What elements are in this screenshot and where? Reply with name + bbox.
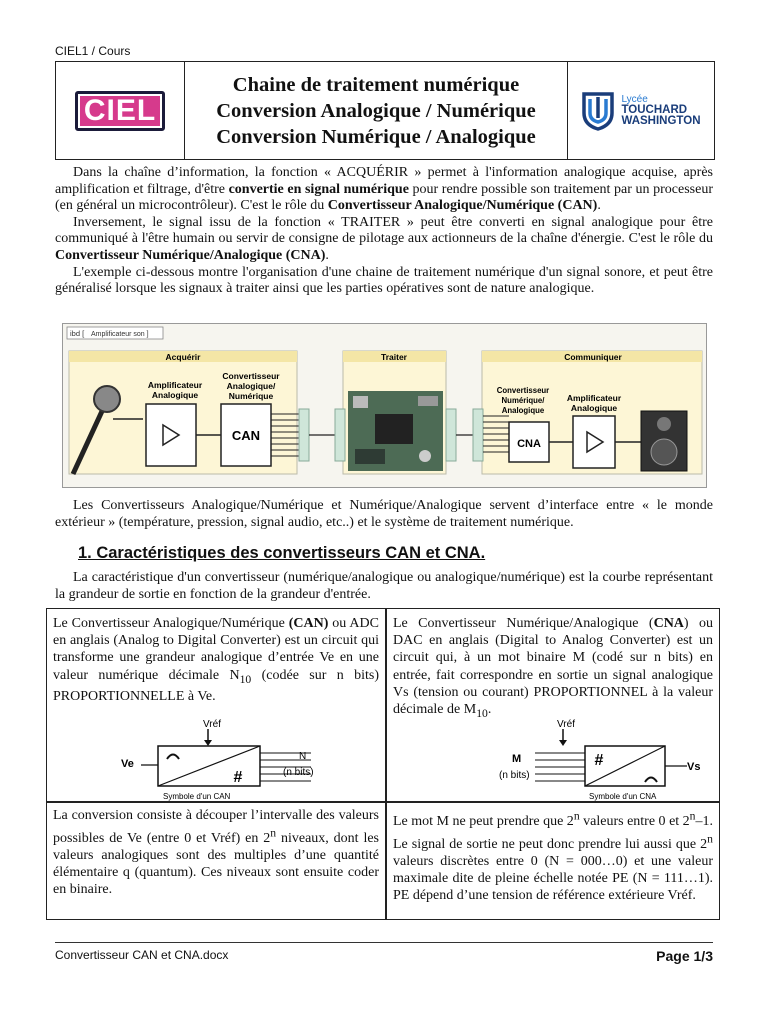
conv-na-label-2: Numérique/ bbox=[501, 396, 545, 405]
cna-m-label: M bbox=[512, 753, 522, 765]
traiter-label: Traiter bbox=[381, 352, 407, 362]
lycee-shield-icon bbox=[581, 91, 615, 131]
ibd-tab-label: ibd [ bbox=[70, 329, 85, 338]
title-box bbox=[185, 62, 568, 159]
ampli-in-label-2: Analogique bbox=[151, 390, 199, 400]
conv-na-label-3: Analogique bbox=[501, 406, 545, 415]
can-vref-label: Vréf bbox=[203, 719, 221, 730]
conv-an-label-3: Numérique bbox=[228, 391, 274, 401]
after-diagram-text bbox=[55, 498, 713, 531]
title-line-3: Conversion Numérique / Analogique bbox=[216, 125, 536, 148]
section-1-intro-paragraph: La caractéristique d'un convertisseur (numérique/analogique ou analogique/numérique) est la courbe représentant la grandeur de sortie en fonction de la grandeur d'entrée. bbox=[55, 570, 713, 602]
after-diagram-paragraph: Les Convertisseurs Analogique/Numérique et Numérique/Analogique servent d’interface entre « le monde extérieur » (température, pression, signal audio, etc..) et le système de traitement numérique. bbox=[55, 498, 713, 530]
conv-na-label-1: Convertisseur bbox=[496, 386, 550, 395]
ampli-out-label-2: Analogique bbox=[570, 403, 618, 413]
intro-paragraph-3: L'exemple ci-dessous montre l'organisation d'une chaine de traitement numérique d'un signal sonore, et peut être généralisé lorsque les signaux à traiter ainsi que les parties opératives sont de nature analogique. bbox=[55, 264, 713, 297]
can-n-label: N bbox=[299, 751, 307, 762]
cna-conversion-paragraph: Le mot M ne peut prendre que 2$^n$ valeurs entre 0 et 2$^n$–1. Le signal de sortie ne peut donc prendre lui aussi que 2$^n$ valeurs discrètes entre 0 (N = 000…0) et une valeur maximale dite de pleine échelle notée PE (N = 111…1). PE dépend d’une tension de référence extérieure Vréf. bbox=[393, 809, 713, 904]
ciel-logo: CIEL bbox=[75, 91, 165, 131]
title-line-2: Conversion Analogique / Numérique bbox=[216, 99, 536, 122]
lycee-name-2: WASHINGTON bbox=[621, 115, 701, 127]
header-box bbox=[55, 61, 715, 160]
lycee-logo-cell bbox=[568, 62, 714, 159]
title-line-1: Chaine de traitement numérique bbox=[232, 73, 520, 96]
cna-symbol-caption: Symbole d'un CNA bbox=[589, 792, 657, 801]
intro-text bbox=[55, 165, 713, 298]
footer-filename: Convertisseur CAN et CNA.docx bbox=[55, 948, 229, 962]
can-conversion-paragraph: La conversion consiste à découper l’intervalle des valeurs possibles de Ve (entre 0 et Vréf) en 2$^n$ niveaux, dont les valeurs analogiques sont des multiples d’une quantité élémentaire q (quantum). Ces niveaux sont ensuite coder en binaire. bbox=[53, 808, 380, 898]
conv-an-label-2: Analogique/ bbox=[226, 381, 276, 391]
section-1-title: 1. Caractéristiques des convertisseurs CAN et CNA. bbox=[78, 544, 486, 562]
ampli-out-block bbox=[573, 416, 615, 468]
lycee-label: Lycée bbox=[621, 94, 648, 105]
communiquer-label: Communiquer bbox=[564, 352, 622, 362]
acquerir-label: Acquérir bbox=[165, 352, 201, 362]
svg-text:#: # bbox=[233, 769, 243, 786]
can-ve-label: Ve bbox=[121, 758, 134, 770]
intro-paragraph-2: Inversement, le signal issu de la fonction « TRAITER » peut être converti en signal analogique pour être communiqué à l'être humain ou servir de consigne de pilotage aux actionneurs de la chaîne d'énergie. C'est le rôle du Convertisseur Numérique/Analogique (CNA). bbox=[55, 214, 713, 263]
ampli-in-block bbox=[146, 404, 196, 466]
can-block-label: CAN bbox=[231, 428, 261, 443]
ibd-tab-name: Amplificateur son ] bbox=[91, 331, 149, 338]
converter-table bbox=[46, 608, 720, 920]
can-symbol-caption: Symbole d'un CAN bbox=[163, 792, 231, 801]
processing-chain-diagram bbox=[62, 323, 707, 488]
lycee-name-1: TOUCHARD bbox=[621, 104, 688, 116]
speaker-icon bbox=[641, 411, 687, 471]
ampli-in-label-1: Amplificateur bbox=[147, 380, 203, 390]
cna-vref-label: Vréf bbox=[557, 719, 575, 730]
lycee-logo bbox=[581, 91, 700, 131]
can-nbits-label: (n bits) bbox=[283, 767, 314, 778]
footer bbox=[55, 942, 713, 964]
section-1-intro bbox=[55, 570, 713, 603]
can-symbol bbox=[103, 715, 353, 801]
cna-conversion-text bbox=[387, 807, 719, 904]
can-conversion-text bbox=[47, 807, 385, 899]
cna-description bbox=[387, 615, 719, 722]
cna-description-text: Le Convertisseur Numérique/Analogique (CNA) ou DAC en anglais (Digital to Analog Converter) est un circuit qui, à un mot binaire M (codé sur n bits) en entrée, fait correspondre en sortie un signal analogique Vs (tension ou courant) PROPORTIONNEL à la valeur décimale de $M_{10}$. bbox=[393, 616, 713, 720]
cna-symbol bbox=[447, 715, 701, 801]
page-number: Page 1/3 bbox=[656, 948, 713, 964]
ampli-out-label-1: Amplificateur bbox=[566, 393, 622, 403]
cna-vs-label: Vs bbox=[687, 761, 701, 773]
cna-nbits-label: (n bits) bbox=[499, 770, 530, 781]
intro-paragraph-1: Dans la chaîne d’information, la fonction « ACQUÉRIR » permet à l'information analogique acquise, après amplification et filtrage, d'être convertie en signal numérique pour rendre possible son traitement par un processeur (en général un microcontrôleur). C'est le rôle du Convertisseur Analogique/Numérique (CAN). bbox=[55, 165, 713, 214]
svg-text:#: # bbox=[594, 752, 604, 769]
cna-block-label: CNA bbox=[517, 438, 541, 450]
conv-an-label-1: Convertisseur bbox=[222, 371, 280, 381]
can-description-text: Le Convertisseur Analogique/Numérique (CAN) ou ADC en anglais (Analog to Digital Converter) est un circuit qui transforme une grandeur analogique d’entrée Ve en une valeur numérique décimale $N_{10}$ (codée sur n bits) PROPORTIONNELLE à Ve. bbox=[53, 616, 379, 704]
processor-board-icon bbox=[348, 391, 443, 471]
can-description bbox=[47, 615, 385, 705]
page-header-label: CIEL1 / Cours bbox=[55, 44, 131, 58]
ciel-logo-cell bbox=[56, 62, 185, 159]
